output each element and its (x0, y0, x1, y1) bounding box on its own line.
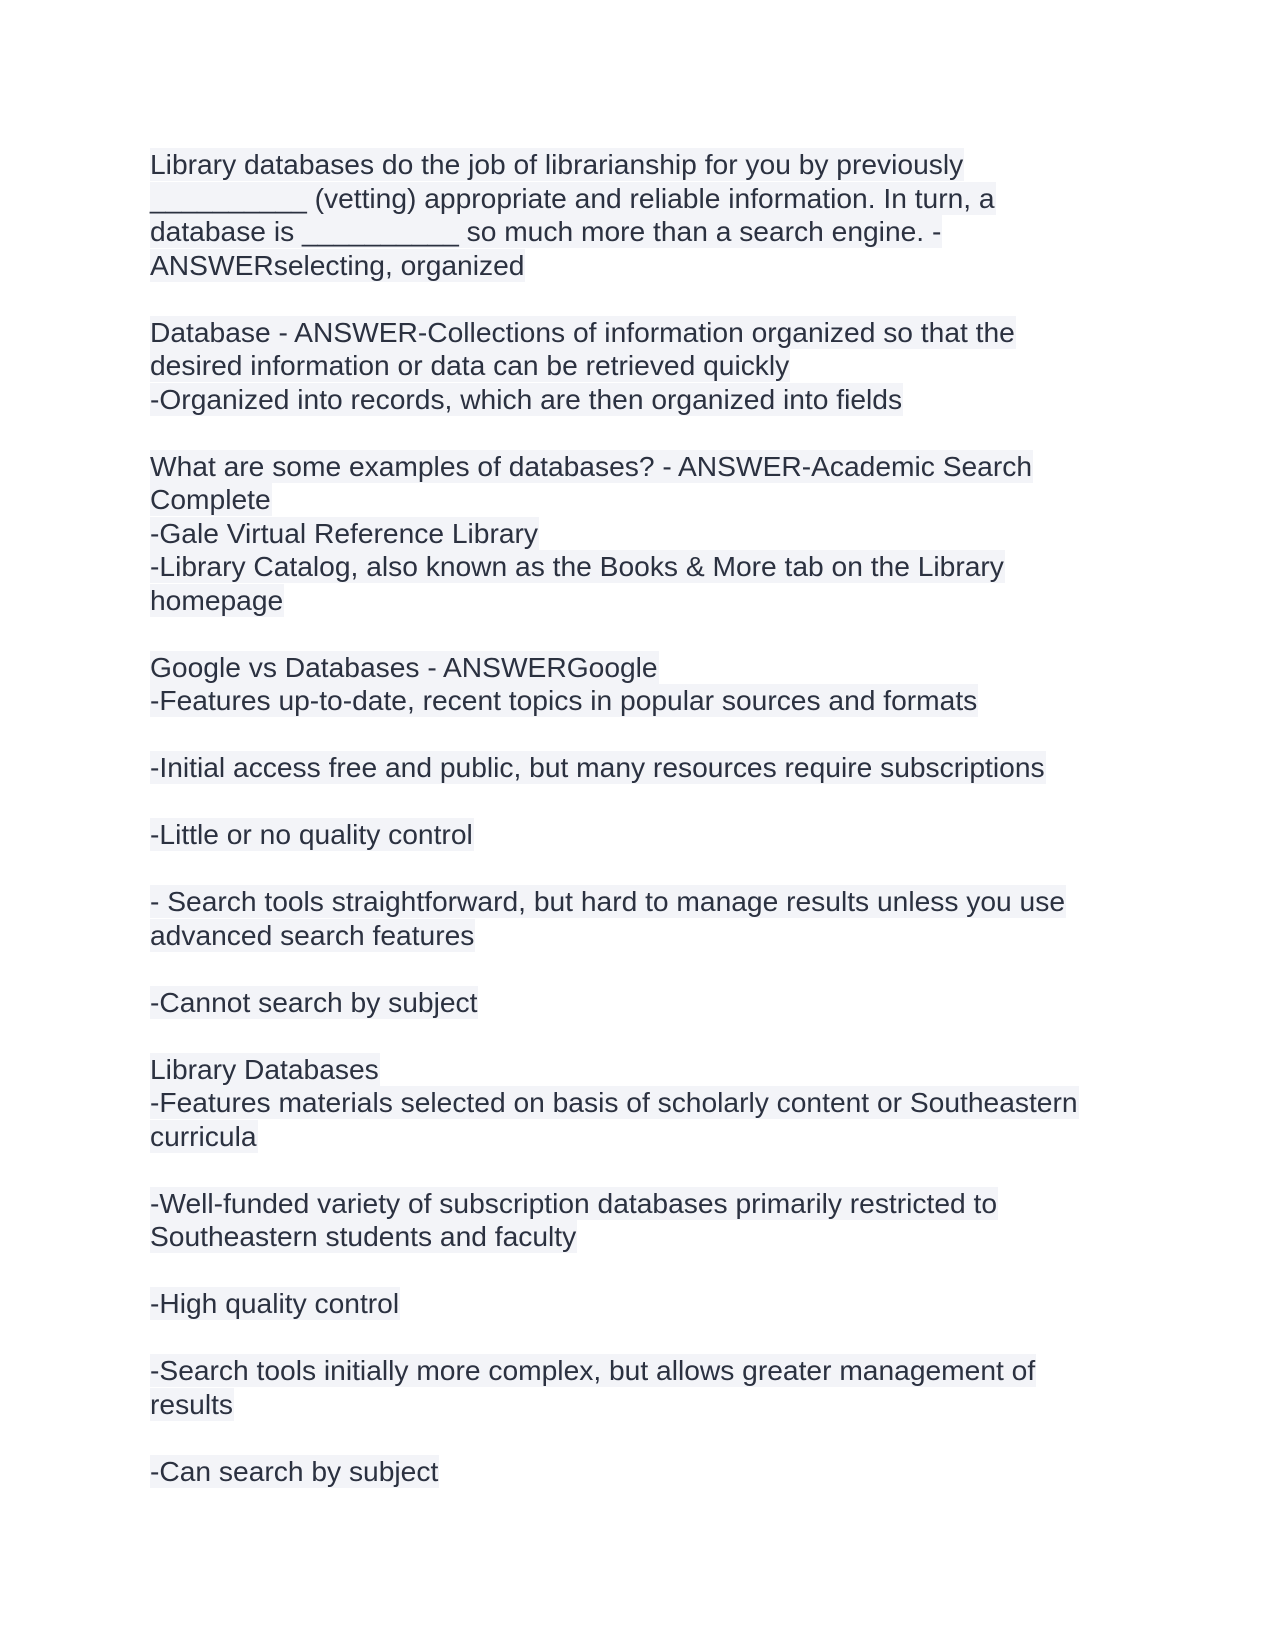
text-line (150, 517, 1110, 551)
text-line (150, 751, 1110, 785)
line-text: -Initial access free and public, but many resources require subscriptions (150, 751, 1045, 783)
line-text: -Features up-to-date, recent topics in popular sources and formats (150, 684, 978, 716)
text-line (150, 316, 1110, 350)
line-text: Southeastern students and faculty (150, 1220, 577, 1252)
text-line (150, 986, 1110, 1020)
qa-block-10 (150, 1187, 1110, 1254)
text-line (150, 1287, 1110, 1321)
text-line (150, 148, 1110, 182)
line-text: -Library Catalog, also known as the Books & More tab on the Library (150, 550, 1004, 582)
line-text: -Little or no quality control (150, 818, 473, 850)
line-text: Database - ANSWER-Collections of information organized so that the (150, 315, 1015, 348)
text-line (150, 1120, 1110, 1154)
text-line (150, 684, 1110, 718)
line-text: results (150, 1387, 234, 1420)
line-text: -High quality control (150, 1287, 400, 1319)
text-line (150, 1187, 1110, 1221)
line-text: homepage (150, 583, 284, 616)
line-text: -Organized into records, which are then organized into fields (150, 382, 903, 415)
qa-block-7 (150, 885, 1110, 952)
text-line (150, 249, 1110, 283)
text-line (150, 383, 1110, 417)
qa-block-3 (150, 450, 1110, 618)
text-line (150, 349, 1110, 383)
line-text: desired information or data can be retrieved quickly (150, 349, 790, 381)
line-text: -Cannot search by subject (150, 985, 478, 1018)
text-line (150, 584, 1110, 618)
line-text: Google vs Databases - ANSWERGoogle (150, 650, 658, 683)
line-text: -Can search by subject (150, 1454, 439, 1487)
qa-block-13 (150, 1455, 1110, 1489)
line-text: Library Databases (150, 1052, 379, 1085)
qa-block-11 (150, 1287, 1110, 1321)
line-text: What are some examples of databases? - ANSWER-Academic Search (150, 449, 1033, 482)
text-line (150, 1388, 1110, 1422)
line-text: -Well-funded variety of subscription databases primarily restricted to (150, 1186, 998, 1219)
text-line (150, 818, 1110, 852)
line-text: __________ (vetting) appropriate and reliable information. In turn, a (150, 181, 995, 214)
qa-block-4 (150, 651, 1110, 718)
qa-block-1 (150, 148, 1110, 282)
qa-block-5 (150, 751, 1110, 785)
qa-block-12 (150, 1354, 1110, 1421)
text-line (150, 1053, 1110, 1087)
line-text: database is __________ so much more than a search engine. - (150, 215, 942, 247)
text-line (150, 550, 1110, 584)
line-text: Complete (150, 483, 271, 515)
text-line (150, 1086, 1110, 1120)
text-line (150, 885, 1110, 919)
line-text: -Gale Virtual Reference Library (150, 516, 539, 549)
line-text: advanced search features (150, 918, 475, 951)
line-text: curricula (150, 1119, 257, 1152)
text-line (150, 1455, 1110, 1489)
text-line (150, 651, 1110, 685)
qa-block-6 (150, 818, 1110, 852)
text-line (150, 1220, 1110, 1254)
text-line (150, 483, 1110, 517)
text-line (150, 450, 1110, 484)
line-text: ANSWERselecting, organized (150, 248, 525, 281)
line-text: Library databases do the job of librarianship for you by previously (150, 148, 964, 180)
line-text: -Search tools initially more complex, but allows greater management of (150, 1354, 1036, 1386)
qa-block-9 (150, 1053, 1110, 1154)
text-line (150, 919, 1110, 953)
text-line (150, 215, 1110, 249)
qa-block-8 (150, 986, 1110, 1020)
qa-block-2 (150, 316, 1110, 417)
line-text: -Features materials selected on basis of scholarly content or Southeastern (150, 1086, 1078, 1118)
text-line (150, 182, 1110, 216)
document-body (150, 148, 1110, 1522)
text-line (150, 1354, 1110, 1388)
line-text: - Search tools straightforward, but hard to manage results unless you use (150, 885, 1066, 917)
